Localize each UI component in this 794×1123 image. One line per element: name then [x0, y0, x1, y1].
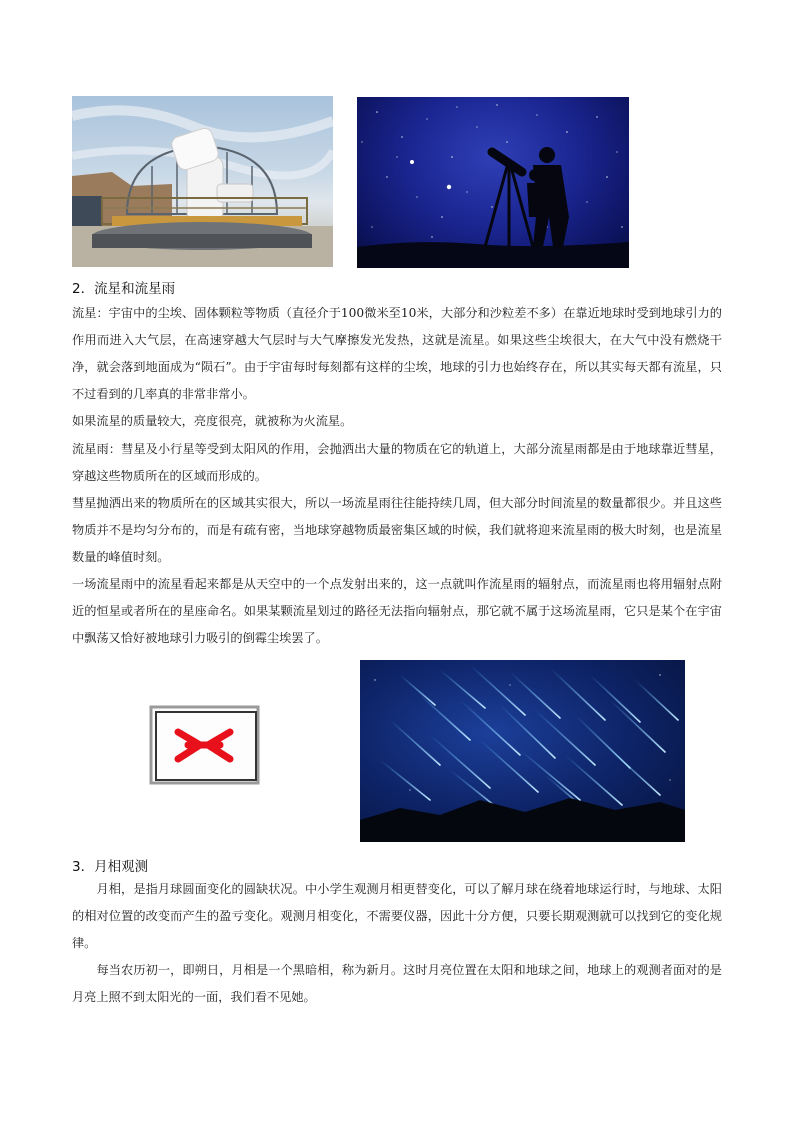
section-heading-moon-phases: 3．月相观测 — [72, 859, 149, 875]
broken-image-icon — [148, 704, 261, 786]
paragraph-moon-phase-intro: 月相，是指月球圆面变化的圆缺状况。中小学生观测月相更替变化，可以了解月球在绕着地球运行时，与地球、太阳的相对位置的改变而产生的盈亏变化。观测月相变化，不需要仪器，因此十分方便，只要长期观测就可以找到它的变化规律。 — [72, 882, 722, 950]
stargazer-photo — [357, 97, 629, 268]
paragraph-radiant: 一场流星雨中的流星看起来都是从天空中的一个点发射出来的，这一点就叫作流星雨的辐射点，而流星雨也将用辐射点附近的恒星或者所在的星座命名。如果某颗流星划过的路径无法指向辐射点，那它就不属于这场流星雨，它只是某个在宇宙中飘荡又恰好被地球引力吸引的倒霉尘埃罢了。 — [72, 577, 722, 645]
observatory-photo — [72, 96, 333, 267]
paragraph-meteor-shower: 流星雨：彗星及小行星等受到太阳风的作用，会抛洒出大量的物质在它的轨道上，大部分流星雨都是由于地球靠近彗星，穿越这些物质所在的区域而形成的。 — [72, 442, 722, 483]
paragraph-fireball: 如果流星的质量较大，亮度很亮，就被称为火流星。 — [72, 414, 353, 428]
paragraph-new-moon: 每当农历初一，即朔日，月相是一个黑暗相，称为新月。这时月亮位置在太阳和地球之间，地球上的观测者面对的是月亮上照不到太阳光的一面，我们看不见她。 — [72, 963, 722, 1004]
section-heading-meteors: 2．流星和流星雨 — [72, 281, 176, 297]
stargazer-illustration — [357, 97, 629, 268]
meteor-shower-illustration — [360, 660, 685, 842]
observatory-illustration — [72, 96, 333, 267]
meteor-shower-photo — [360, 660, 685, 842]
paragraph-peak-time: 彗星抛洒出来的物质所在的区域其实很大，所以一场流星雨往往能持续几周，但大部分时间流星的数量都很少。并且这些物质并不是均匀分布的，而是有疏有密，当地球穿越物质最密集区域的时候，我们就将迎来流星雨的极大时刻，也是流星数量的峰值时刻。 — [72, 496, 722, 564]
broken-image-placeholder — [148, 704, 261, 786]
paragraph-meteor-definition: 流星：宇宙中的尘埃、固体颗粒等物质（直径介于100微米至10米，大部分和沙粒差不多）在靠近地球时受到地球引力的作用而进入大气层，在高速穿越大气层时与大气摩擦发光发热，这就是流星。如果这些尘埃很大，在大气中没有燃烧干净，就会落到地面成为“陨石”。由于宇宙每时每刻都有这样的尘埃，地球的引力也始终存在，所以其实每天都有流星，只不过看到的几率真的非常非常小。 — [72, 306, 722, 401]
